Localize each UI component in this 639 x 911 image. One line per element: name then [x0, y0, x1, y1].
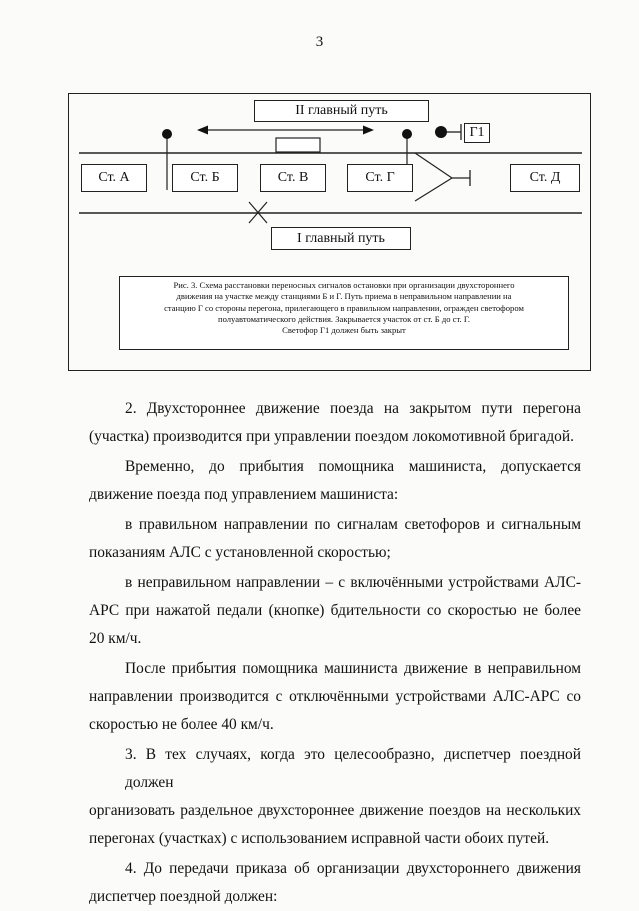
paragraph-correct-direction — [89, 511, 581, 567]
text-line: 4. До передачи приказа об организации двухстороннего движения — [125, 860, 581, 877]
track-i-label: I главный путь — [271, 227, 411, 250]
track-ii-label: II главный путь — [254, 100, 429, 122]
station-g: Ст. Г — [347, 164, 413, 192]
body-text — [89, 395, 581, 911]
station-b: Ст. Б — [172, 164, 238, 192]
text-line: (участка) производится при управлении поездом локомотивной бригадой. — [89, 428, 574, 445]
text-line: Временно, до прибытия помощника машиниста, допускается — [125, 458, 581, 475]
text-line: в неправильном направлении – с включёнными устройствами АЛС- — [125, 574, 581, 591]
caption-line: станцию Г со стороны перегона, прилегающего в правильном направлении, огражден светофором — [164, 302, 524, 313]
paragraph-4 — [89, 855, 581, 911]
text-line: в правильном направлении по сигналам светофоров и сигнальным — [125, 516, 581, 533]
caption-line: Светофор Г1 должен быть закрыт — [282, 325, 406, 336]
text-line: направлении производится с отключёнными устройствами АЛС-АРС со — [89, 688, 581, 705]
caption-line: полуавтоматического действия. Закрывается участок от ст. Б до ст. Г. — [217, 313, 471, 324]
track-diagram-figure — [68, 93, 591, 371]
text-line: диспетчер поездной должен: — [89, 888, 278, 905]
figure-caption — [119, 276, 569, 350]
text-line: 20 км/ч. — [89, 630, 142, 647]
text-line: организовать раздельное двухстороннее движение поездов на нескольких — [89, 802, 581, 819]
signal-stop-b-icon — [162, 129, 172, 139]
text-line: После прибытия помощника машиниста движение в неправильном — [125, 660, 581, 677]
station-v: Ст. В — [260, 164, 326, 192]
paragraph-wrong-direction — [89, 569, 581, 653]
text-line: движение поезда под управлением машиниста: — [89, 486, 399, 503]
text-line: показаниям АЛС с установленной скоростью; — [89, 544, 391, 561]
paragraph-2 — [89, 395, 581, 451]
text-line: АРС при нажатой педали (кнопке) бдительности со скоростью не более — [89, 602, 581, 619]
caption-line: движения на участке между станциями Б и Г. Путь приема в неправильном направлении на — [176, 291, 512, 302]
text-line: скоростью не более 40 км/ч. — [89, 716, 274, 733]
signal-g1-label: Г1 — [464, 123, 490, 143]
station-d: Ст. Д — [510, 164, 580, 192]
paragraph-after-arrival — [89, 655, 581, 739]
paragraph-temporary — [89, 453, 581, 509]
track-block-marker — [276, 138, 320, 152]
signal-g1-icon — [435, 126, 447, 138]
text-line: 3. В тех случаях, когда это целесообразно, диспетчер поездной должен — [125, 746, 581, 791]
page-number: 3 — [315, 34, 324, 50]
station-a: Ст. А — [81, 164, 147, 192]
signal-stop-g-icon — [402, 129, 412, 139]
caption-line: Рис. 3. Схема расстановки переносных сигналов остановки при организации двухстороннего — [173, 280, 515, 290]
text-line: 2. Двухстороннее движение поезда на закрытом пути перегона — [125, 400, 581, 417]
text-line: перегонах (участках) с использованием исправной части обоих путей. — [89, 830, 550, 847]
paragraph-3 — [89, 741, 581, 853]
